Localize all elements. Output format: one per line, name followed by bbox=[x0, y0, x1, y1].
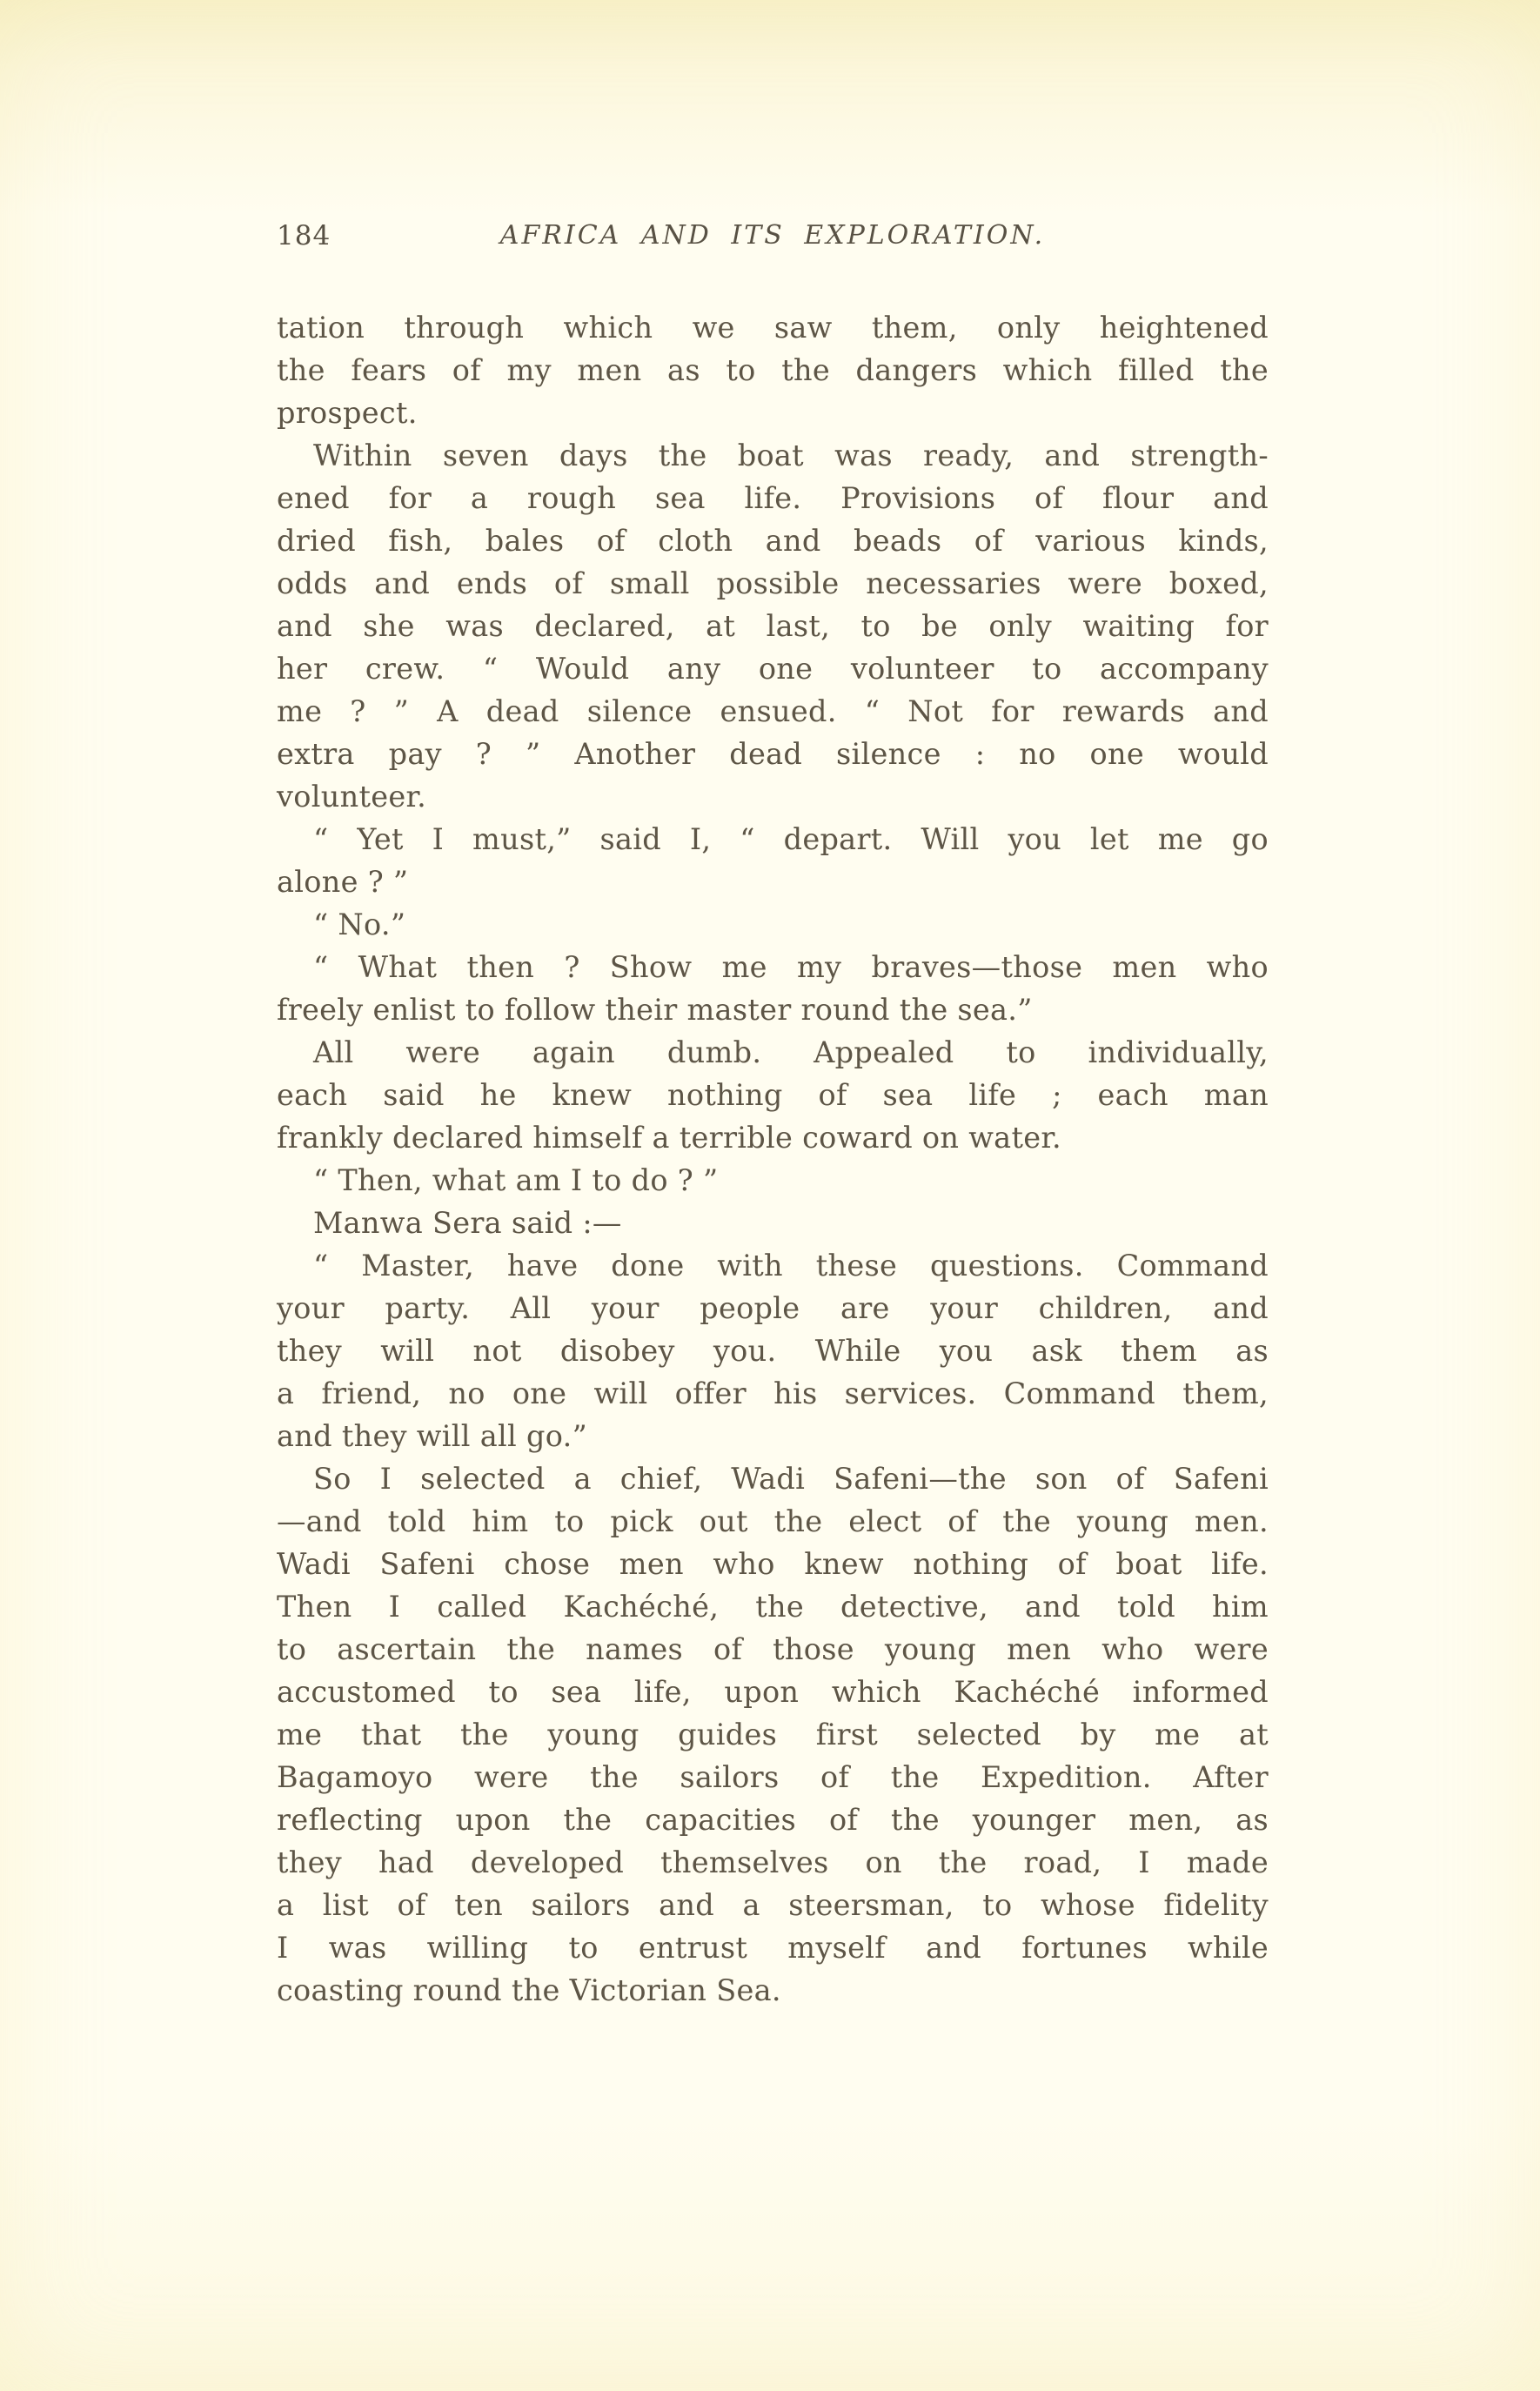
text-line: “ Master, have done with these questions. Command bbox=[313, 1249, 1269, 1283]
text-line: Wadi Safeni chose men who knew nothing of boat life. bbox=[277, 1547, 1269, 1581]
text-line: they had developed themselves on the road, I made bbox=[277, 1845, 1269, 1879]
text-line: —and told him to pick out the elect of the young men. bbox=[277, 1504, 1269, 1538]
body-text bbox=[277, 306, 1269, 2012]
page-number: 184 bbox=[277, 220, 331, 251]
text-line: a list of ten sailors and a steersman, to whose fidelity bbox=[277, 1888, 1269, 1922]
text-line: and they will all go.” bbox=[277, 1419, 587, 1453]
text-line: volunteer. bbox=[277, 780, 427, 814]
text-line: ened for a rough sea life. Provisions of flour and bbox=[277, 481, 1269, 515]
page-header bbox=[277, 218, 1269, 256]
text-line: So I selected a chief, Wadi Safeni—the son of Safeni bbox=[313, 1462, 1269, 1496]
text-line: prospect. bbox=[277, 396, 418, 430]
text-line: Then I called Kachéché, the detective, and told him bbox=[277, 1590, 1269, 1624]
text-line: they will not disobey you. While you ask them as bbox=[277, 1334, 1269, 1368]
text-line: me that the young guides first selected by me at bbox=[277, 1718, 1269, 1751]
text-line: I was willing to entrust myself and fortunes while bbox=[277, 1931, 1269, 1965]
text-line: your party. All your people are your children, and bbox=[277, 1291, 1269, 1325]
text-line: “ Yet I must,” said I, “ depart. Will you let me go bbox=[313, 822, 1269, 856]
text-line: alone ? ” bbox=[277, 865, 409, 899]
text-line: reflecting upon the capacities of the younger men, as bbox=[277, 1803, 1269, 1837]
text-line: her crew. “ Would any one volunteer to accompany bbox=[277, 652, 1269, 686]
text-line: frankly declared himself a terrible coward on water. bbox=[277, 1121, 1061, 1155]
text-line: me ? ” A dead silence ensued. “ Not for rewards and bbox=[277, 694, 1269, 728]
text-line: Bagamoyo were the sailors of the Expedition. After bbox=[277, 1760, 1269, 1794]
text-line: extra pay ? ” Another dead silence : no one would bbox=[277, 737, 1269, 771]
text-line: coasting round the Victorian Sea. bbox=[277, 1973, 781, 2007]
text-line: to ascertain the names of those young men who were bbox=[277, 1632, 1269, 1666]
running-title: AFRICA AND ITS EXPLORATION. bbox=[499, 220, 1046, 251]
text-line: accustomed to sea life, upon which Kachéché informed bbox=[277, 1675, 1269, 1709]
text-line: “ Then, what am I to do ? ” bbox=[313, 1163, 719, 1197]
text-line: Manwa Sera said :— bbox=[313, 1206, 622, 1240]
text-line: Within seven days the boat was ready, and strength- bbox=[313, 439, 1269, 472]
text-line: odds and ends of small possible necessaries were boxed, bbox=[277, 566, 1269, 600]
text-line: and she was declared, at last, to be only waiting for bbox=[277, 609, 1269, 643]
text-line: a friend, no one will offer his services. Command them, bbox=[277, 1376, 1269, 1410]
text-line: All were again dumb. Appealed to individually, bbox=[313, 1035, 1269, 1069]
text-line: the fears of my men as to the dangers which filled the bbox=[277, 353, 1269, 387]
text-line: tation through which we saw them, only heightened bbox=[277, 311, 1269, 345]
text-line: freely enlist to follow their master round the sea.” bbox=[277, 993, 1033, 1027]
text-line: “ What then ? Show me my braves—those men who bbox=[313, 950, 1269, 984]
text-line: each said he knew nothing of sea life ; each man bbox=[277, 1078, 1269, 1112]
text-line: “ No.” bbox=[313, 908, 406, 941]
text-line: dried fish, bales of cloth and beads of various kinds, bbox=[277, 524, 1269, 558]
